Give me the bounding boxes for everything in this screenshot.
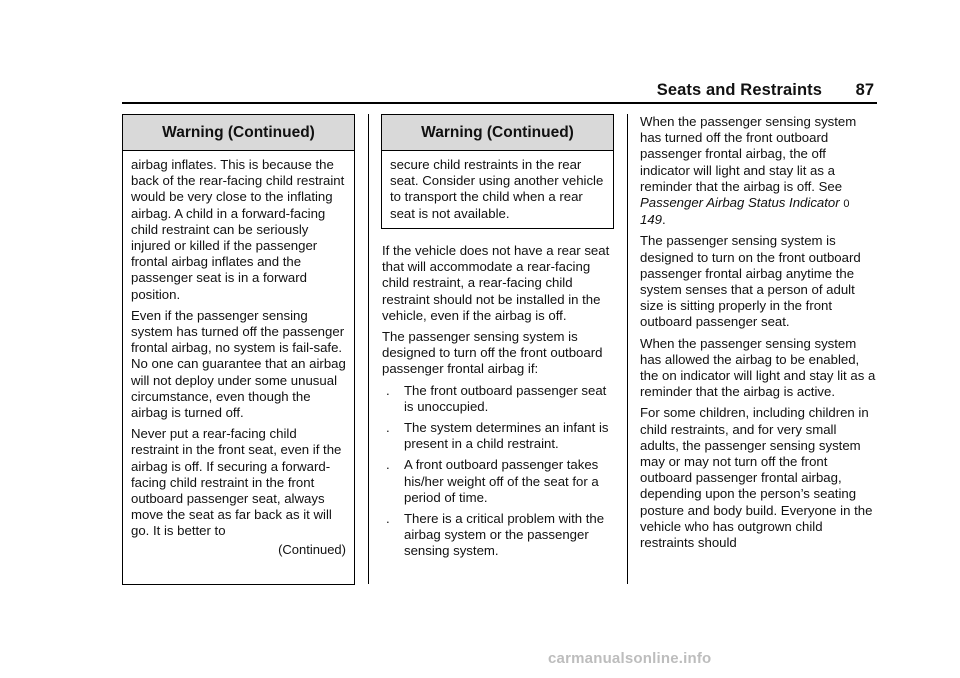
paragraph: The passenger sensing system is designed to turn on the front outboard passenger frontal airbag anytime the system senses that a person of adult size is sitting properly in the front outboard passenger seat.: [640, 233, 861, 330]
list-item-text: The front outboard passenger seat is unoccupied.: [404, 382, 607, 414]
column-2-text: [382, 243, 615, 565]
list-item: [382, 420, 615, 452]
cross-reference-page[interactable]: 149: [640, 212, 663, 228]
page-ref-icon: 0: [843, 198, 850, 211]
bullet-mark: .: [386, 382, 390, 398]
watermark: carmanualsonline.info: [548, 650, 712, 667]
column-3-text: [640, 114, 878, 556]
header-rule: [122, 102, 877, 104]
list-item: [382, 511, 615, 560]
list-item: [382, 383, 615, 415]
warning-box-col2: [381, 114, 614, 229]
page-number: 87: [855, 81, 874, 99]
bullet-mark: .: [386, 457, 390, 473]
warning-title: Warning (Continued): [382, 115, 613, 151]
warning-title: Warning (Continued): [123, 115, 354, 151]
paragraph: When the passenger sensing system has allowed the airbag to be enabled, the on indicator will light and stay lit as a reminder that the airbag is active.: [640, 335, 876, 400]
period: .: [662, 212, 666, 228]
warning-paragraph: airbag inflates. This is because the back of the rear-facing child restraint would be very close to the inflating airbag. A child in a forward-facing child restraint can be seriously injured or killed if the passenger frontal airbag inflates and the passenger seat is in a forward position.: [131, 157, 345, 302]
paragraph: For some children, including children in child restraints, and for very small adults, the passenger sensing system may or may not turn off the front outboard passenger frontal airbag, depending upon the person’s seating posture and body build. Everyone in the vehicle who has outgrown child restraints should: [640, 405, 873, 551]
list-item: [382, 457, 615, 506]
section-title: Seats and Restraints: [656, 81, 822, 99]
paragraph-text: When the passenger sensing system has turned off the front outboard passenger frontal airbag, the off indicator will light and stay lit as a reminder that the airbag is off. See: [640, 114, 857, 194]
warning-body: [123, 151, 354, 558]
continued-label: (Continued): [278, 541, 346, 557]
page-header: [0, 81, 880, 103]
cross-reference-link[interactable]: Passenger Airbag Status Indicator: [640, 195, 840, 211]
warning-body: [382, 151, 613, 222]
warning-paragraph: Even if the passenger sensing system has turned off the passenger frontal airbag, no system is fail-safe. No one can guarantee that an airbag will not deploy under some unusual circumstance, even though the airbag is turned off.: [131, 307, 346, 421]
warning-box-col1: [122, 114, 355, 585]
paragraph: The passenger sensing system is designed to turn off the front outboard passenger frontal airbag if:: [382, 329, 603, 377]
list-item-text: The system determines an infant is present in a child restraint.: [404, 420, 609, 452]
paragraph: [640, 114, 878, 228]
warning-paragraph: Never put a rear-facing child restraint in the front seat, even if the airbag is off. If securing a forward-facing child restraint in the front outboard passenger seat, always move the seat as far back as it will go. It is better to: [131, 426, 342, 539]
bullet-mark: .: [386, 420, 390, 436]
column-divider: [627, 114, 628, 584]
paragraph: If the vehicle does not have a rear seat that will accommodate a rear-facing child restraint, a rear-facing child restraint should not be installed in the vehicle, even if the airbag is off.: [382, 243, 610, 323]
column-divider: [368, 114, 369, 584]
list-item-text: There is a critical problem with the airbag system or the passenger sensing system.: [404, 511, 605, 559]
bullet-mark: .: [386, 511, 390, 527]
list-item-text: A front outboard passenger takes his/her weight off of the seat for a period of time.: [404, 457, 599, 505]
warning-paragraph: secure child restraints in the rear seat. Consider using another vehicle to transport the child when a rear seat is not available.: [390, 157, 604, 221]
